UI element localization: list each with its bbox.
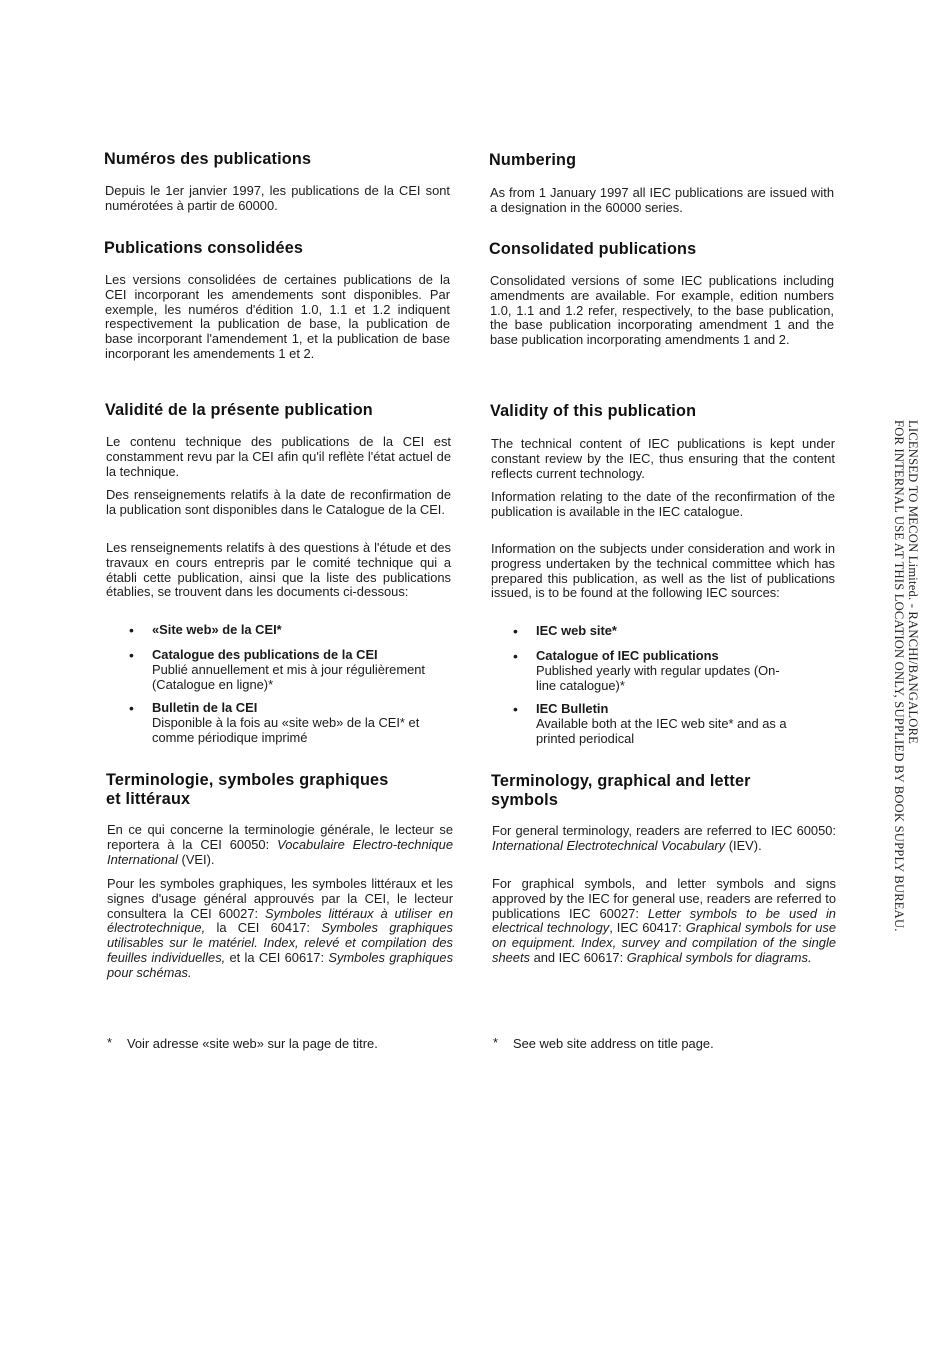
- text-run: En ce qui concerne la terminologie générale, le lecteur se reportera à la CEI 60050:: [107, 822, 453, 852]
- bullet-desc: Published yearly with regular updates (On-line catalogue)*: [536, 663, 780, 693]
- bullet-title: Catalogue of IEC publications: [536, 648, 719, 663]
- text-run: (IEV).: [725, 837, 762, 853]
- license-stamp-line-2: FOR INTERNAL USE AT THIS LOCATION ONLY, SUPPLIED BY BOOK SUPPLY BUREAU.: [892, 420, 906, 932]
- heading-validite: Validité de la présente publication: [105, 401, 373, 419]
- bullet-dot: •: [513, 623, 518, 639]
- license-stamp: [892, 420, 920, 932]
- bullet-title: «Site web» de la CEI*: [152, 622, 282, 637]
- italic-title: International Electrotechnical Vocabulary: [492, 837, 726, 853]
- heading-validity: Validity of this publication: [490, 402, 697, 420]
- bullet-dot: •: [513, 701, 518, 717]
- text-run: For graphical symbols, and letter symbols and signs approved by the IEC for general use, readers are referred to publications IEC 60027:: [492, 876, 836, 921]
- italic-title: Symboles littéraux à utiliser en électrotechnique,: [107, 905, 453, 936]
- heading-consolidated-publications: Consolidated publications: [489, 240, 697, 258]
- heading-publications-consolidees: Publications consolidées: [104, 239, 304, 257]
- para-terminology-1: [492, 824, 836, 854]
- para-publications-consolidees: Les versions consolidées de certaines publications de la CEI incorporant les amendements sont disponibles. Par exemple, les numéros d'édition 1.0, 1.1 et 1.2 indiquent respectivement la publication de base, la publication de base incorporant l'amendement 1, et la publication de base incorporant les amendements 1 et 2.: [105, 272, 450, 361]
- footnote-text: See web site address on title page.: [513, 1036, 714, 1051]
- text-run: Pour les symboles graphiques, les symboles littéraux et les signes d'usage général approuvés par la CEI, le lecteur consultera la CEI 60027:: [107, 876, 453, 921]
- para-terminologie-2: [107, 877, 453, 981]
- para-validite-1: Le contenu technique des publications de la CEI est constamment revu par la CEI afin qu'il reflète l'état actuel de la technique.: [106, 434, 451, 479]
- italic-title: Vocabulaire Electro-technique International: [107, 836, 453, 867]
- italic-title: Graphical symbols for diagrams.: [626, 949, 812, 965]
- text-run: et la CEI 60617:: [225, 949, 329, 965]
- heading-line-2: symbols: [491, 791, 559, 809]
- bullet-title: Catalogue des publications de la CEI: [152, 647, 378, 662]
- bullet-desc: Publié annuellement et mis à jour régulièrement (Catalogue en ligne)*: [152, 662, 426, 692]
- footnote-star: *: [493, 1035, 499, 1050]
- para-validity-1: The technical content of IEC publications is kept under constant review by the IEC, thus ensuring that the content reflects current technology.: [491, 436, 835, 481]
- heading-numbering: Numbering: [489, 151, 577, 169]
- bullet-desc: Disponible à la fois au «site web» de la CEI* et comme périodique imprimé: [152, 715, 420, 745]
- heading-line-2: et littéraux: [106, 790, 191, 808]
- text-run: and IEC 60617:: [529, 949, 627, 965]
- para-consolidated-publications: Consolidated versions of some IEC publications including amendments are available. For example, edition numbers 1.0, 1.1 and 1.2 refer, respectively, to the base publication, the base publication incorporating amendment 1 and the base publication incorporating amendments 1 and 2.: [490, 273, 834, 348]
- heading-line-1: Terminology, graphical and letter: [491, 772, 751, 790]
- bullet-desc: Available both at the IEC web site* and as a printed periodical: [536, 716, 787, 746]
- footnote-star: *: [107, 1035, 113, 1050]
- bullet-dot: •: [513, 648, 518, 664]
- bullet-dot: •: [129, 622, 134, 638]
- text-run: (VEI).: [177, 851, 215, 867]
- bullet-title: IEC web site*: [536, 623, 617, 638]
- para-terminology-2: [492, 877, 836, 966]
- para-numeros: Depuis le 1er janvier 1997, les publications de la CEI sont numérotées à partir de 60000.: [105, 183, 450, 213]
- italic-title: Graphical symbols for use on equipment. Index, survey and compilation of the single sheets: [492, 920, 836, 965]
- italic-title: Symboles graphiques pour schémas.: [107, 949, 454, 980]
- para-validity-2: Information relating to the date of the reconfirmation of the publication is available in the IEC catalogue.: [491, 489, 835, 519]
- license-stamp-line-1: LICENSED TO MECON Limited. - RANCHI/BANGALORE: [906, 420, 920, 745]
- text-run: la CEI 60417:: [205, 920, 322, 936]
- bullet-dot: •: [129, 647, 134, 663]
- para-validite-2: Des renseignements relatifs à la date de reconfirmation de la publication sont disponibles dans le Catalogue de la CEI.: [106, 487, 451, 517]
- heading-terminology: [491, 772, 751, 810]
- heading-numeros: Numéros des publications: [104, 150, 312, 168]
- bullet-dot: •: [129, 700, 134, 716]
- para-numbering: As from 1 January 1997 all IEC publications are issued with a designation in the 60000 series.: [490, 185, 834, 215]
- bullet-title: Bulletin de la CEI: [152, 700, 258, 715]
- para-validite-3: Les renseignements relatifs à des questions à l'étude et des travaux en cours entrepris par le comité technique qui a établi cette publication, ainsi que la liste des publications établies, se trouvent dans les documents ci-dessous:: [106, 540, 451, 600]
- italic-title: Symboles graphiques utilisables sur le matériel. Index, relevé et compilation des feuilles individuelles,: [107, 920, 453, 965]
- para-validity-3: Information on the subjects under consideration and work in progress undertaken by the technical committee which has prepared this publication, as well as the list of publications issued, is to be found at the following IEC sources:: [491, 541, 835, 601]
- heading-line-1: Terminologie, symboles graphiques: [106, 771, 389, 789]
- para-terminologie-1: [107, 823, 453, 867]
- bullet-title: IEC Bulletin: [536, 701, 609, 716]
- text-run: For general terminology, readers are referred to IEC 60050:: [492, 823, 836, 838]
- footnote-text: Voir adresse «site web» sur la page de titre.: [127, 1036, 378, 1051]
- text-run: , IEC 60417:: [609, 920, 686, 936]
- italic-title: Letter symbols to be used in electrical technology: [492, 905, 836, 936]
- heading-terminologie: [106, 771, 388, 809]
